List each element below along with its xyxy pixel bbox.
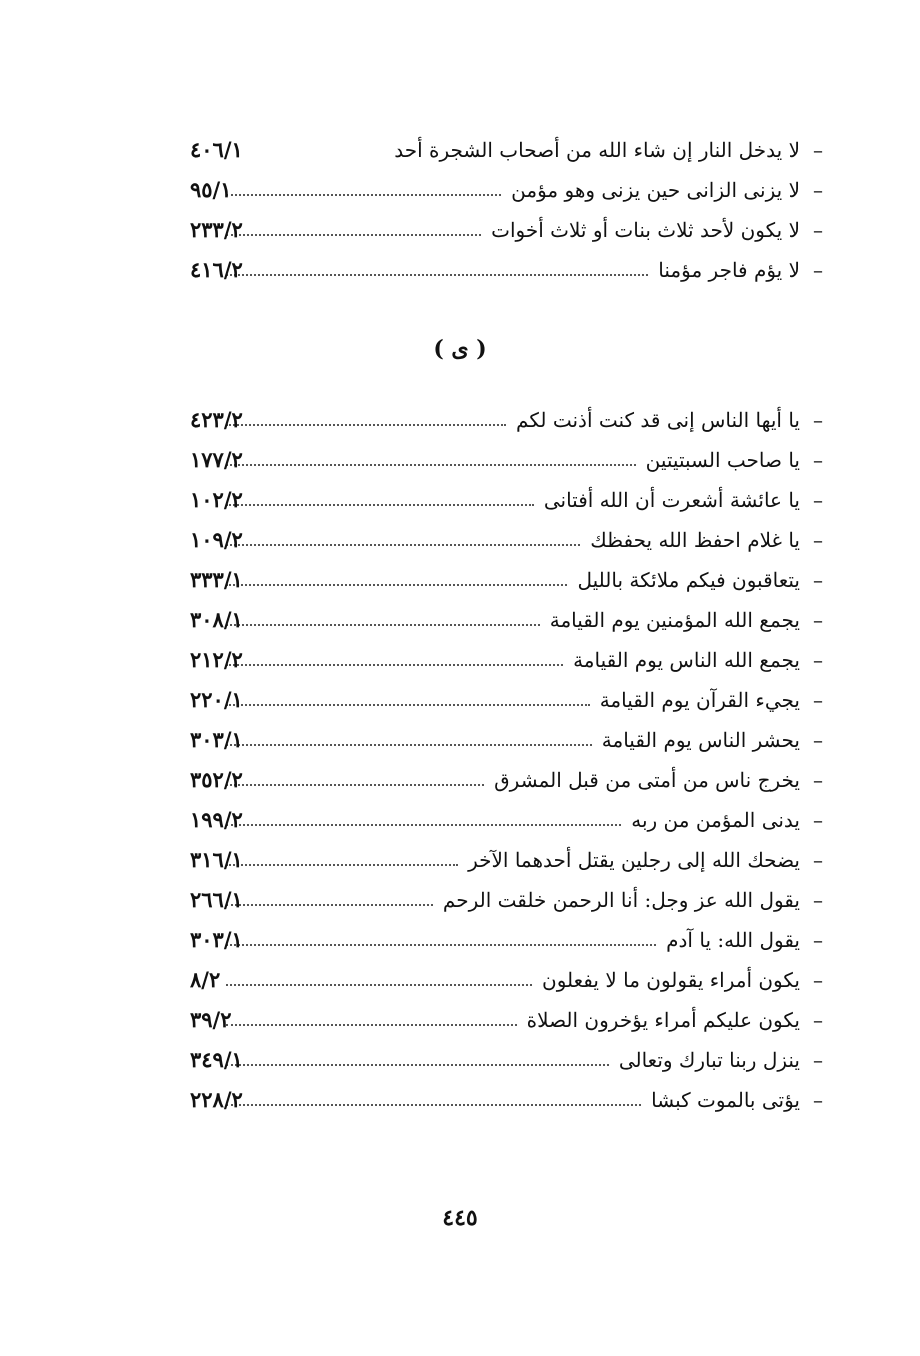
entry-text: لا يدخل النار إن شاء الله من أصحاب الشجرة أحد bbox=[394, 138, 800, 162]
entry-text: يحشر الناس يوم القيامة bbox=[601, 728, 800, 752]
entry-reference: ٣٠٨/١ bbox=[190, 607, 243, 632]
entry-text: ينزل ربنا تبارك وتعالى bbox=[618, 1048, 800, 1072]
entry-dash: – bbox=[813, 888, 823, 912]
entry-leader-dots bbox=[226, 274, 648, 276]
index-entry bbox=[190, 170, 830, 210]
entry-reference: ٣٤٩/١ bbox=[190, 1047, 243, 1072]
entry-text: يتعاقبون فيكم ملائكة بالليل bbox=[577, 568, 800, 592]
entry-leader-dots bbox=[226, 944, 656, 946]
entry-dash: – bbox=[813, 408, 823, 432]
entry-reference: ٣٠٣/١ bbox=[190, 727, 243, 752]
entry-text: يا أيها الناس إنى قد كنت أذنت لكم bbox=[516, 408, 800, 432]
entry-dash: – bbox=[813, 258, 823, 282]
entry-dash: – bbox=[813, 218, 823, 242]
entry-leader-dots bbox=[226, 464, 636, 466]
index-entry bbox=[190, 880, 830, 920]
entry-reference: ٤٢٣/٢ bbox=[190, 407, 243, 432]
entry-leader-dots bbox=[226, 584, 567, 586]
entry-reference: ٢٢٨/٢ bbox=[190, 1087, 243, 1112]
entry-text: لا يؤم فاجر مؤمنا bbox=[658, 258, 800, 282]
entry-reference: ٢١٢/٢ bbox=[190, 647, 243, 672]
entry-reference: ٤١٦/٢ bbox=[190, 257, 243, 282]
entry-reference: ٨/٢ bbox=[190, 967, 221, 992]
entry-reference: ٣٩/٢ bbox=[190, 1007, 232, 1032]
entry-dash: – bbox=[813, 848, 823, 872]
entry-dash: – bbox=[813, 968, 823, 992]
entry-reference: ٣١٦/١ bbox=[190, 847, 243, 872]
index-entry bbox=[190, 400, 830, 440]
entry-reference: ٣٣٣/١ bbox=[190, 567, 243, 592]
entry-text: يقول الله عز وجل: أنا الرحمن خلقت الرحم bbox=[442, 888, 800, 912]
entry-text: يجمع الله المؤمنين يوم القيامة bbox=[549, 608, 800, 632]
entry-reference: ٩٥/١ bbox=[190, 177, 232, 202]
entry-reference: ٢٦٦/١ bbox=[190, 887, 243, 912]
entry-dash: – bbox=[813, 528, 823, 552]
entry-leader-dots bbox=[226, 704, 590, 706]
entry-leader-dots bbox=[226, 504, 534, 506]
entry-dash: – bbox=[813, 1008, 823, 1032]
entry-dash: – bbox=[813, 138, 823, 162]
entries-ya-list bbox=[190, 400, 830, 1120]
index-entry bbox=[190, 720, 830, 760]
entry-reference: ٤٠٦/١ bbox=[190, 137, 243, 162]
entry-dash: – bbox=[813, 608, 823, 632]
entry-reference: ١٠٩/٢ bbox=[190, 527, 243, 552]
index-entry bbox=[190, 560, 830, 600]
entry-text: يا صاحب السبتيتين bbox=[645, 448, 800, 472]
entry-dash: – bbox=[813, 928, 823, 952]
index-entry bbox=[190, 1040, 830, 1080]
entry-leader-dots bbox=[226, 544, 580, 546]
entry-dash: – bbox=[813, 648, 823, 672]
entry-text: لا يكون لأحد ثلاث بنات أو ثلاث أخوات bbox=[491, 218, 800, 242]
entry-leader-dots bbox=[226, 1104, 641, 1106]
entry-dash: – bbox=[813, 568, 823, 592]
entry-text: يؤتى بالموت كبشا bbox=[651, 1088, 800, 1112]
index-entry bbox=[190, 210, 830, 250]
entry-leader-dots bbox=[226, 824, 621, 826]
entry-leader-dots bbox=[226, 984, 532, 986]
entry-dash: – bbox=[813, 1048, 823, 1072]
entry-text: يجيء القرآن يوم القيامة bbox=[599, 688, 800, 712]
entry-text: يكون عليكم أمراء يؤخرون الصلاة bbox=[526, 1008, 800, 1032]
entries-top-list bbox=[190, 130, 830, 290]
entry-leader-dots bbox=[226, 1064, 609, 1066]
entry-dash: – bbox=[813, 178, 823, 202]
entry-reference: ٣٠٣/١ bbox=[190, 927, 243, 952]
index-entry bbox=[190, 440, 830, 480]
entry-reference: ٣٥٢/٢ bbox=[190, 767, 243, 792]
index-entry bbox=[190, 130, 830, 170]
entry-text: يدنى المؤمن من ربه bbox=[631, 808, 800, 832]
entry-text: يقول الله: يا آدم bbox=[666, 928, 800, 952]
entry-reference: ٢٣٣/٢ bbox=[190, 217, 243, 242]
entry-dash: – bbox=[813, 768, 823, 792]
index-entry bbox=[190, 480, 830, 520]
entry-text: يا عائشة أشعرت أن الله أفتانى bbox=[543, 488, 800, 512]
entry-leader-dots bbox=[226, 624, 540, 626]
index-entry bbox=[190, 600, 830, 640]
entry-text: يجمع الله الناس يوم القيامة bbox=[573, 648, 800, 672]
page-number: ٤٤٥ bbox=[442, 1205, 478, 1231]
entry-leader-dots bbox=[226, 664, 563, 666]
entry-dash: – bbox=[813, 1088, 823, 1112]
index-entry bbox=[190, 760, 830, 800]
index-entry bbox=[190, 920, 830, 960]
entry-reference: ١٧٧/٢ bbox=[190, 447, 243, 472]
entry-dash: – bbox=[813, 488, 823, 512]
entry-leader-dots bbox=[226, 744, 592, 746]
index-entry bbox=[190, 960, 830, 1000]
entry-dash: – bbox=[813, 808, 823, 832]
index-entry bbox=[190, 1080, 830, 1120]
entry-reference: ٢٢٠/١ bbox=[190, 687, 243, 712]
entry-text: يخرج ناس من أمتى من قبل المشرق bbox=[494, 768, 800, 792]
entry-reference: ١٠٢/٢ bbox=[190, 487, 243, 512]
entry-dash: – bbox=[813, 688, 823, 712]
entry-text: يكون أمراء يقولون ما لا يفعلون bbox=[542, 968, 800, 992]
index-entry bbox=[190, 520, 830, 560]
index-entry bbox=[190, 800, 830, 840]
entry-text: لا يزنى الزانى حين يزنى وهو مؤمن bbox=[511, 178, 800, 202]
entry-dash: – bbox=[813, 728, 823, 752]
entry-dash: – bbox=[813, 448, 823, 472]
entry-reference: ١٩٩/٢ bbox=[190, 807, 243, 832]
index-entry bbox=[190, 840, 830, 880]
entry-text: يا غلام احفظ الله يحفظك bbox=[590, 528, 800, 552]
index-entry bbox=[190, 640, 830, 680]
entry-text: يضحك الله إلى رجلين يقتل أحدهما الآخر bbox=[468, 848, 800, 872]
index-entry bbox=[190, 680, 830, 720]
section-heading-ya: ( ى ) bbox=[433, 336, 487, 362]
index-entry bbox=[190, 250, 830, 290]
index-entry bbox=[190, 1000, 830, 1040]
